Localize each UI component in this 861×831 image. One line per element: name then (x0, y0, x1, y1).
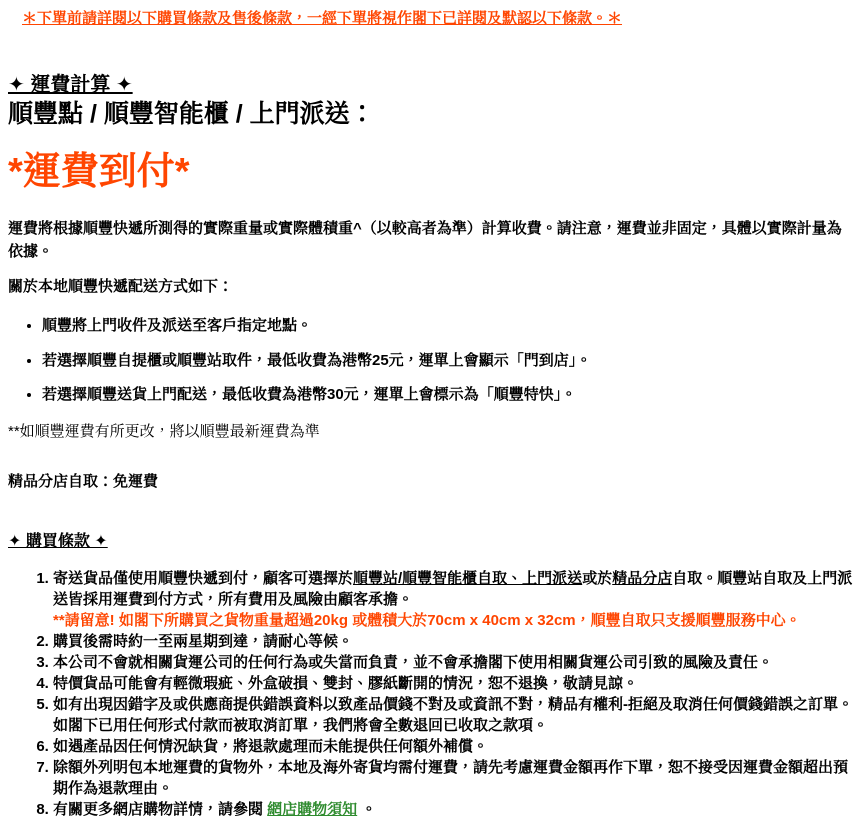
term-item-discounted-goods: 4. 特價貨品可能會有輕微瑕疵、外盒破損、雙封、膠紙斷開的情況，恕不退換，敬請見諒。 (53, 673, 853, 694)
purchase-terms-list (8, 568, 853, 820)
overweight-warning: **請留意! 如閣下所購買之貨物重量超過20kg 或體積大於70cm x 40cm x 32cm，順豐自取只支援順豐服務中心。 (53, 612, 801, 630)
freight-collect-banner: *運費到付* (8, 150, 190, 193)
delivery-methods-subheading: 順豐點 / 順豐智能櫃 / 上門派送： (8, 100, 375, 128)
delivery-intro-paragraph: 關於本地順豐快遞配送方式如下： (8, 278, 234, 296)
term1-seg5: 自取。順豐站自取及上門派送皆採用運費到付方式，所有費用及風險由顧客承擔。 (53, 570, 853, 609)
term-item-more-info (53, 799, 853, 820)
purchase-terms-section (8, 533, 853, 820)
freight-change-note: **如順豐運費有所更改，將以順豐最新運費為準 (8, 423, 320, 441)
term-item-out-of-stock: 6. 如遇產品因任何情況缺貨，將退款處理而未能提供任何額外補償。 (53, 736, 853, 757)
term-item-shipping-options (53, 568, 853, 631)
term-item-freight-payment: 7. 除額外列明包本地運費的貨物外，本地及海外寄貨均需付運費，請先考慮運費金額再作下單，恕不接受因運費金額超出預期作為退款理由。 (53, 757, 853, 799)
delivery-bullet-pickup-dispatch: • 順豐將上門收件及派送至客戶指定地點。 (42, 315, 853, 337)
shipping-calc-heading: ✦ 運費計算 ✦ (8, 74, 133, 96)
top-order-notice: ＊下單前請詳閱以下購買條款及售後條款，一經下單將視作閣下已詳閱及默認以下條款。＊ (22, 10, 623, 27)
delivery-bullet-list (8, 315, 853, 406)
term1-sf-options-underlined: 順豐站/順豐智能櫃自取、上門派送 (353, 570, 583, 588)
purchase-terms-heading: ✦ 購買條款 ✦ (8, 532, 108, 550)
store-pickup-note: 精品分店自取：免運費 (8, 472, 159, 490)
term1-seg1: 寄送貨品僅使用順豐快遞到付，顧客可選擇於 (53, 570, 354, 588)
term-item-courier-liability: 3. 本公司不會就相關貨運公司的任何行為或失當而負責，並不會承擔閣下使用相關貨運公司引致的風險及責任。 (53, 652, 853, 673)
shipping-section (8, 74, 853, 491)
terms-page (8, 10, 853, 820)
delivery-bullet-locker-station: • 若選擇順豐自提櫃或順豐站取件，最低收費為港幣25元，運單上會顯示「門到店」。 (42, 350, 853, 372)
term1-store-underlined: 精品分店 (612, 570, 673, 588)
term-item-pricing-errors: 5. 如有出現因錯字及或供應商提供錯誤資料以致產品價錢不對及或資訊不對，精品有權利-拒絕及取消任何價錢錯誤之訂單。如閣下已用任何形式付款而被取消訂單，我們將會全數退回已收取之款項。 (53, 694, 853, 736)
delivery-bullet-door-delivery: • 若選擇順豐送貨上門配送，最低收費為港幣30元，運單上會標示為「順豐特快」。 (42, 384, 853, 406)
freight-calc-paragraph: 運費將根據順豐快遞所測得的實際重量或實際體積重^（以較高者為準）計算收費。請注意，運費並非固定，具體以實際計量為依據。 (8, 220, 842, 260)
term-item-delivery-time: 2. 購買後需時約一至兩星期到達，請耐心等候。 (53, 631, 853, 652)
store-guide-link[interactable]: 網店購物須知 (267, 801, 358, 819)
term1-seg3: 或於 (582, 570, 613, 588)
term8-suffix: 。 (357, 801, 377, 819)
term8-prefix: 有關更多網店購物詳情，請參閱 (53, 801, 268, 819)
